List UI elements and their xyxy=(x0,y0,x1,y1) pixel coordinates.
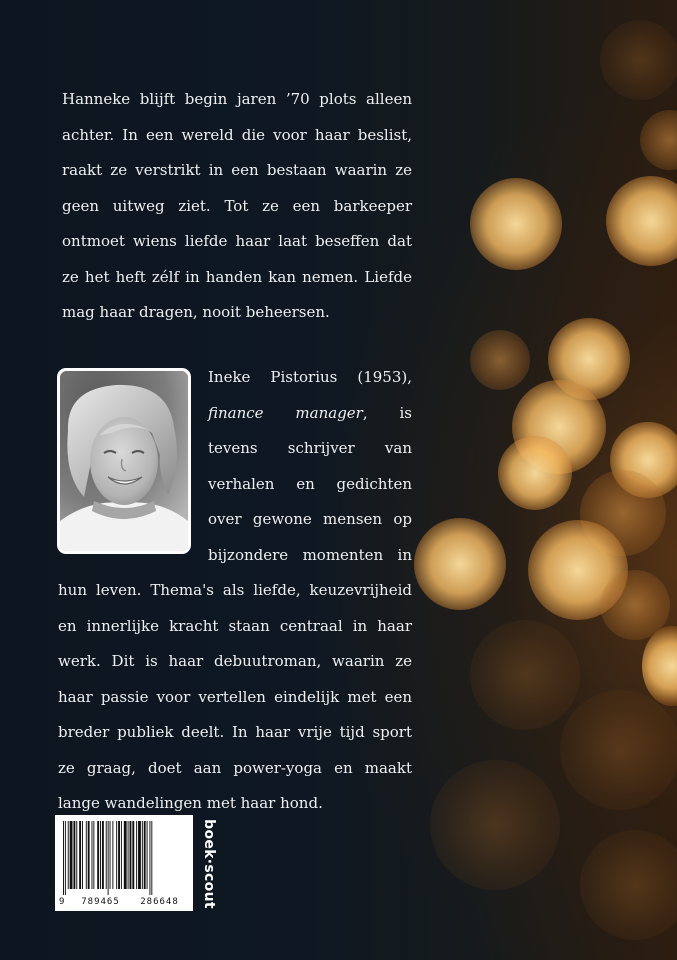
bokeh-light xyxy=(498,436,572,510)
barcode-bar xyxy=(116,821,117,889)
barcode-bar xyxy=(110,821,111,889)
barcode-bar xyxy=(132,821,134,889)
bokeh-light xyxy=(470,330,530,390)
publisher-logo-text: boek·scout xyxy=(201,819,217,909)
barcode-bar xyxy=(124,821,127,889)
isbn-barcode xyxy=(55,815,193,911)
barcode-bar xyxy=(73,821,75,889)
bokeh-light xyxy=(580,470,666,556)
barcode-lead-digit: 9 xyxy=(59,897,65,907)
author-bio-rest: , is tevens schrijver van verhalen en gedichten over gewone mensen op bijzondere momenten in hun leven. Thema's als liefde, keuzevrijheid en innerlijke kracht staan centraal in haar werk. Dit is haar debuutroman, waarin ze haar passie voor vertellen eindelijk met een breder publiek deelt. In haar vrije tijd sport ze graag, doet aan power-yoga en maakt lange wandelingen met haar hond. xyxy=(58,403,413,812)
bokeh-light xyxy=(606,176,677,266)
barcode-bar xyxy=(108,821,109,895)
author-bio-intro: Ineke Pistorius (1953), xyxy=(208,368,412,386)
barcode-group-1: 789465 xyxy=(81,897,120,907)
bokeh-light xyxy=(642,626,677,706)
author-bio xyxy=(58,360,412,822)
barcode-bar xyxy=(92,821,93,889)
bokeh-light xyxy=(600,20,677,100)
author-bio-role: finance manager xyxy=(208,403,363,422)
barcode-bar xyxy=(130,821,132,889)
barcode-bar xyxy=(102,821,104,889)
bokeh-light xyxy=(548,318,630,400)
barcode-bar xyxy=(93,821,94,889)
bokeh-light xyxy=(600,570,670,640)
barcode-digits xyxy=(59,895,189,909)
bokeh-light xyxy=(640,110,677,170)
barcode-bar xyxy=(97,821,99,889)
barcode-bar xyxy=(88,821,90,889)
bokeh-light xyxy=(470,620,580,730)
barcode-bar xyxy=(149,821,150,895)
bokeh-light xyxy=(528,520,628,620)
bokeh-light xyxy=(430,760,560,890)
publisher-logo xyxy=(201,816,217,912)
barcode-bar xyxy=(100,821,101,889)
barcode-bar xyxy=(118,821,120,889)
bokeh-light xyxy=(414,518,506,610)
barcode-bar xyxy=(82,821,83,889)
barcode-bar xyxy=(63,821,64,895)
barcode-bar xyxy=(65,821,66,895)
barcode-bars xyxy=(61,821,187,895)
bokeh-light xyxy=(610,422,677,498)
barcode-bar xyxy=(68,821,69,889)
bokeh-light xyxy=(470,178,562,270)
barcode-bar xyxy=(138,821,141,889)
blurb-text: Hanneke blijft begin jaren ’70 plots alleen achter. In een wereld die voor haar beslist, raakt ze verstrikt in een bestaan waarin ze geen uitweg ziet. Tot ze een barkeeper ontmoet wiens liefde haar laat beseffen dat ze het heft zélf in handen kan nemen. Liefde mag haar dragen, nooit beheersen. xyxy=(62,90,412,321)
barcode-bar xyxy=(147,821,148,889)
barcode-bar xyxy=(136,821,137,889)
barcode-bar xyxy=(106,821,107,889)
barcode-bar xyxy=(142,821,143,889)
barcode-bar xyxy=(76,821,77,889)
barcode-bar xyxy=(121,821,122,889)
barcode-bar xyxy=(128,821,129,889)
bokeh-light xyxy=(512,380,606,474)
barcode-group-2: 286648 xyxy=(140,897,179,907)
bokeh-light xyxy=(560,690,677,810)
barcode-bar xyxy=(79,821,81,889)
photo-spacer xyxy=(58,360,208,570)
barcode-bar xyxy=(70,821,73,889)
barcode-bar xyxy=(86,821,87,889)
barcode-bar xyxy=(151,821,152,895)
barcode-bar xyxy=(112,821,113,889)
barcode-bar xyxy=(144,821,146,889)
bokeh-light xyxy=(580,830,677,940)
